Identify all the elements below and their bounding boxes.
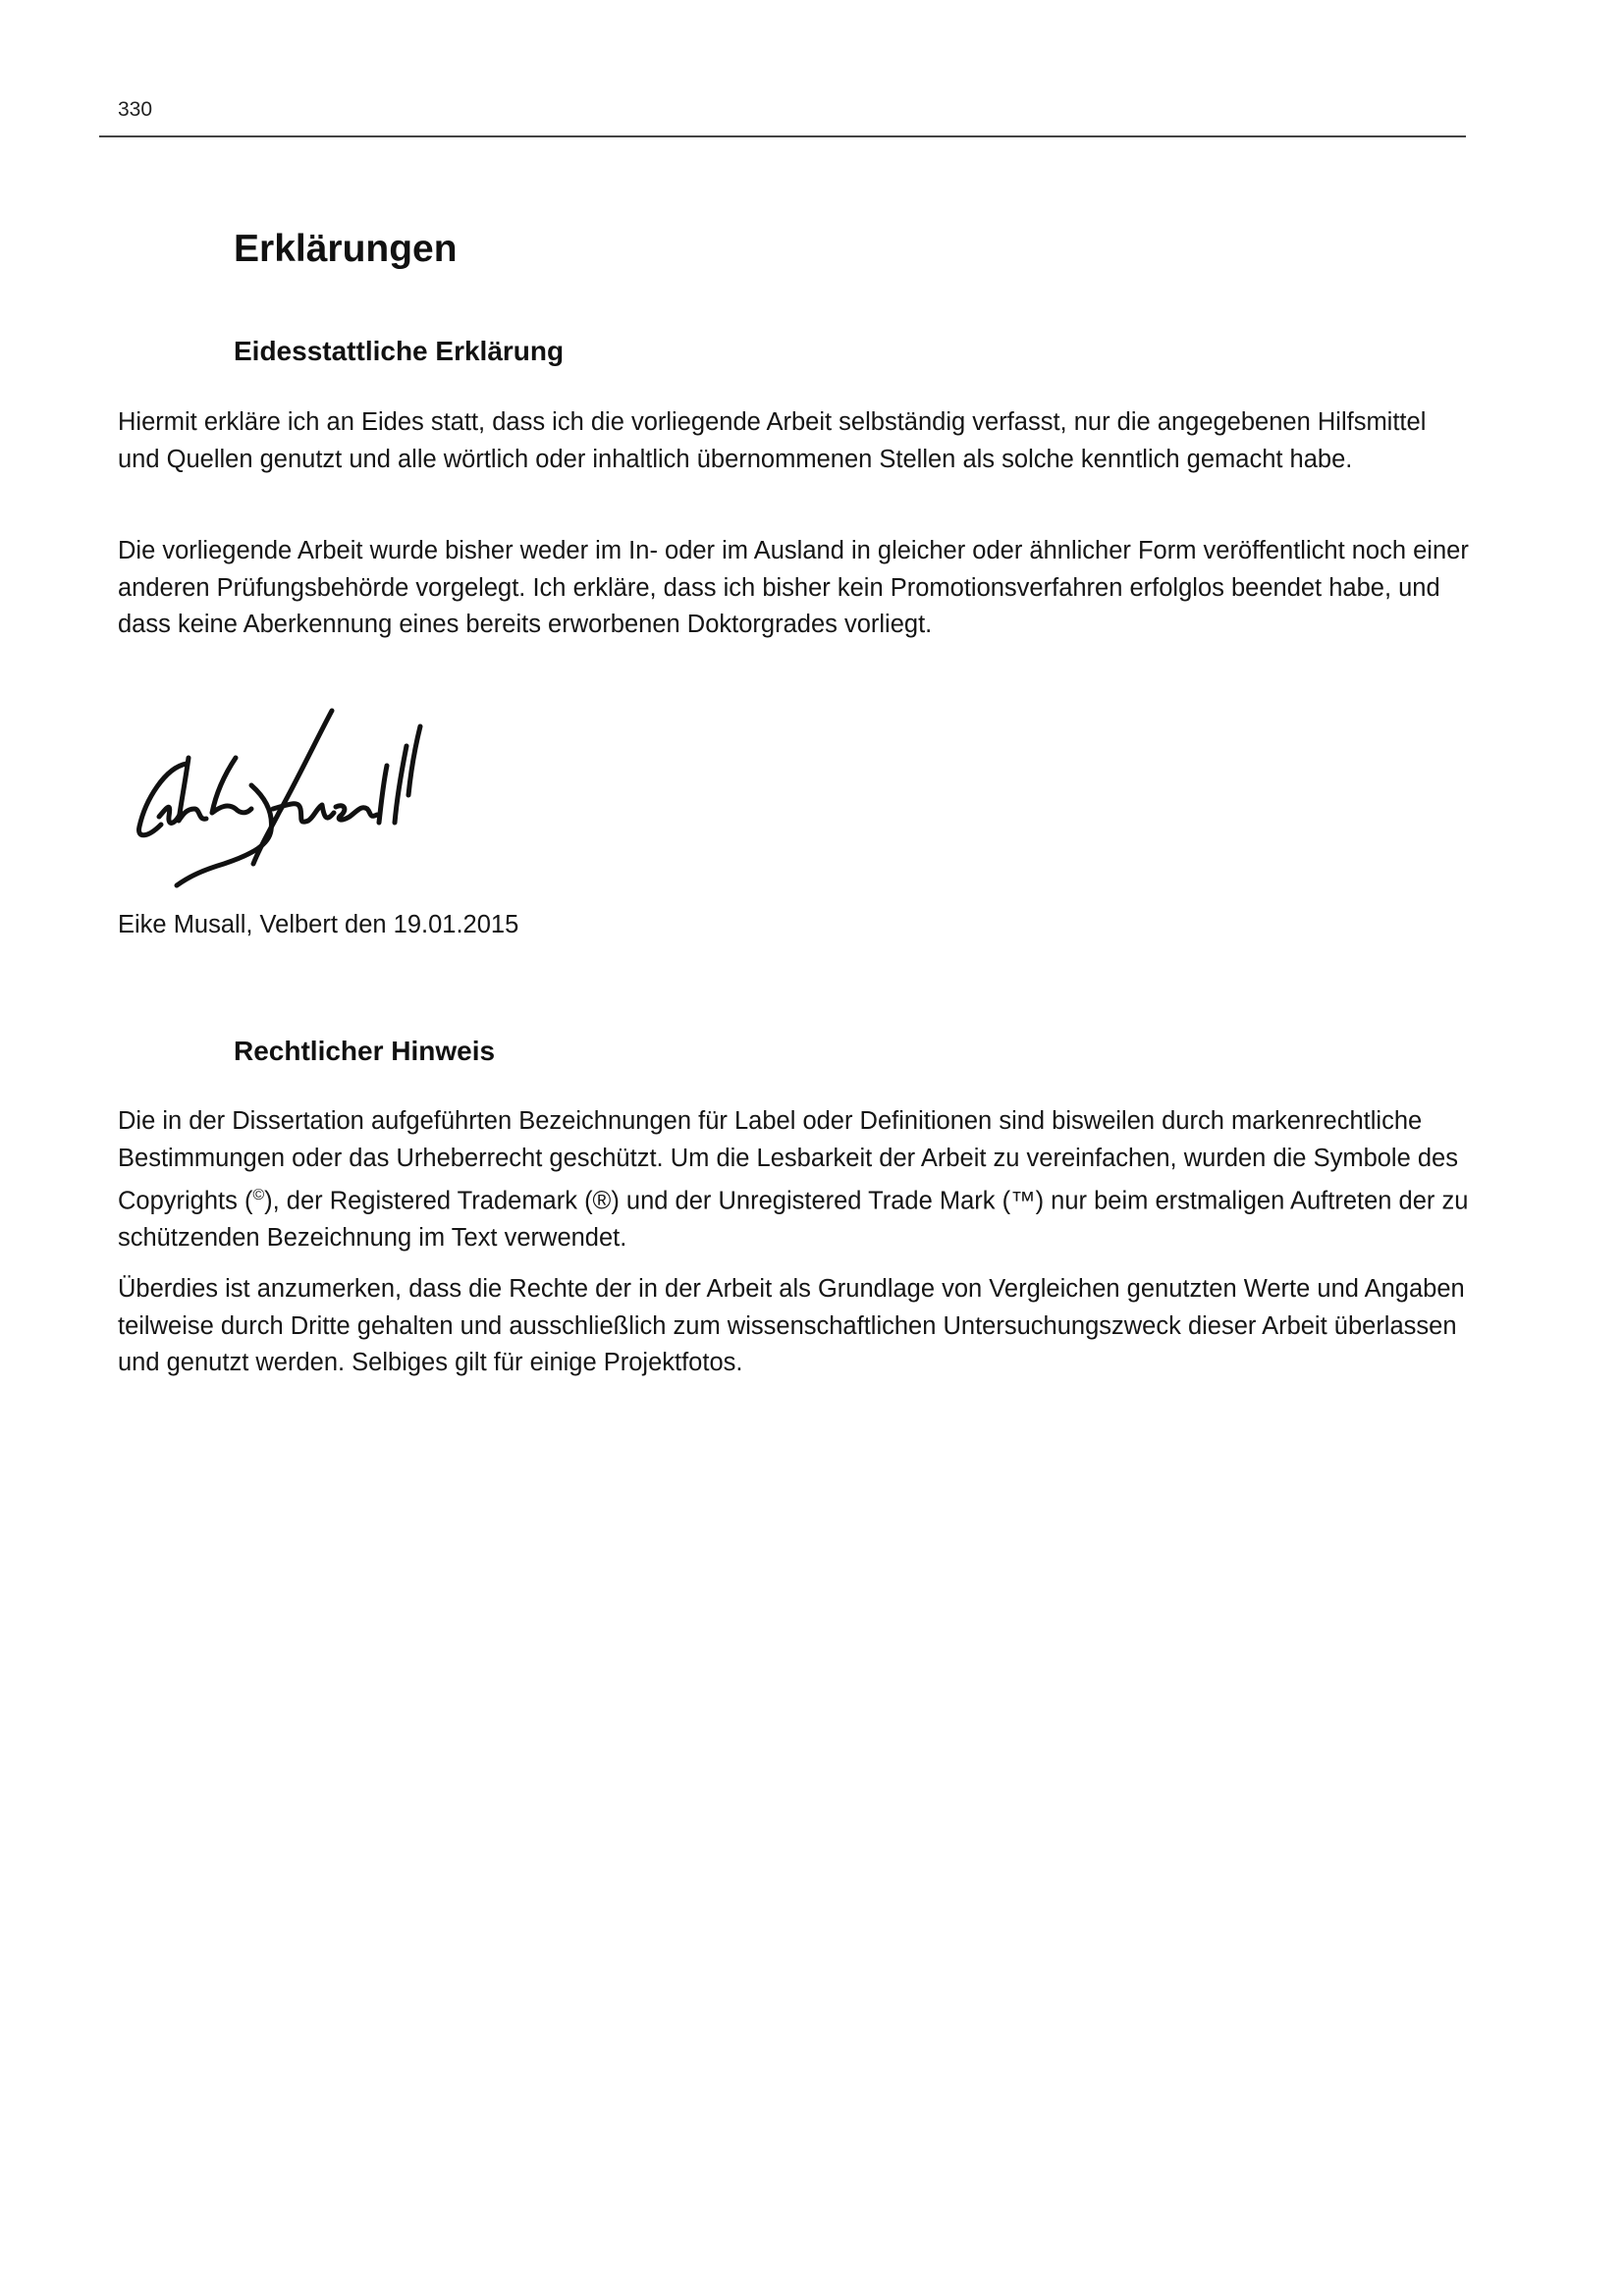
paragraph-hinweis-1 bbox=[118, 1103, 1473, 1257]
handwritten-signature bbox=[126, 707, 509, 893]
page-title: Erklärungen bbox=[234, 228, 458, 270]
paragraph-hinweis-2: Überdies ist anzumerken, dass die Rechte der in der Arbeit als Grundlage von Vergleichen genutzten Werte und Angaben teilweise durch Dritte gehalten und ausschließlich zum wissenschaftlichen Untersuchungszweck dieser Arbeit überlassen und genutzt werden. Selbiges gilt für einige Projektfotos. bbox=[118, 1275, 1465, 1376]
paragraph-hinweis-1-part-b: ), der Registered Trademark (®) und der Unregistered Trade Mark (™) nur beim erstmaligen Auftreten der zu schützenden Bezeichnung im Text verwendet. bbox=[118, 1187, 1469, 1252]
header-rule bbox=[99, 135, 1466, 137]
paragraph-hinweis-1-part-a: Die in der Dissertation aufgeführten Bezeichnungen für Label oder Definitionen sind bisweilen durch markenrechtliche Bestimmungen oder das Urheberrecht geschützt. Um die Lesbarkeit der Arbeit zu vereinfachen, wurden die Symbole des Copyrights ( bbox=[118, 1107, 1458, 1215]
paragraph-eid-2: Die vorliegende Arbeit wurde bisher weder im In- oder im Ausland in gleicher oder ähnlicher Form veröffentlicht noch einer anderen Prüfungsbehörde vorgelegt. Ich erkläre, dass ich bisher kein Promotionsverfahren erfolglos beendet habe, und dass keine Aberkennung eines bereits erworbenen Doktorgrades vorliegt. bbox=[118, 537, 1469, 638]
section-heading-eidesstattliche: Eidesstattliche Erklärung bbox=[234, 336, 565, 366]
copyright-superscript: © bbox=[252, 1187, 265, 1203]
signature-caption: Eike Musall, Velbert den 19.01.2015 bbox=[118, 911, 519, 938]
page-number: 330 bbox=[118, 98, 153, 121]
paragraph-eid-1: Hiermit erkläre ich an Eides statt, dass ich die vorliegende Arbeit selbständig verfasst, nur die angegebenen Hilfsmittel und Quellen genutzt und alle wörtlich oder inhaltlich übernommenen Stellen als solche kenntlich gemacht habe. bbox=[118, 408, 1427, 473]
section-heading-hinweis: Rechtlicher Hinweis bbox=[234, 1036, 496, 1066]
